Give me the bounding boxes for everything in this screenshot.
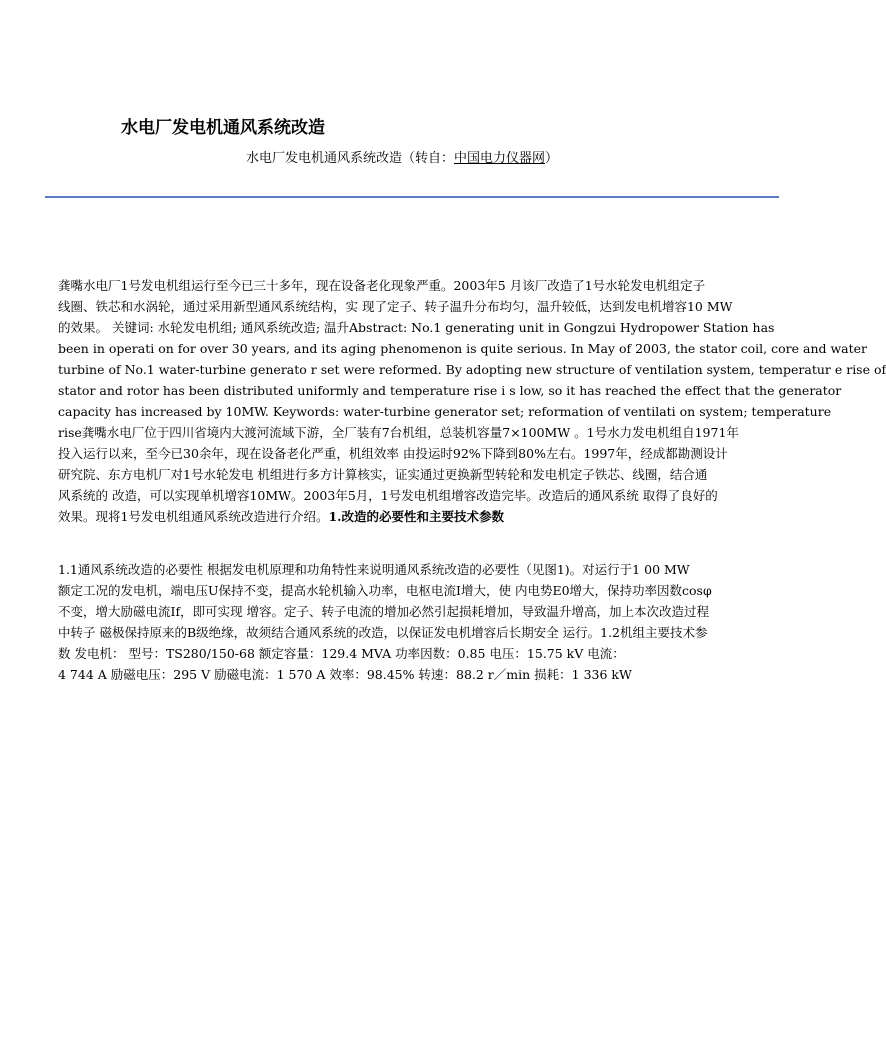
document-title: 水电厂发电机通风系统改造: [121, 118, 325, 138]
subtitle-suffix: ）: [545, 151, 559, 166]
paragraph-line: rise龚嘴水电厂位于四川省境内大渡河流域下游，全厂装有7台机组，总装机容量7×100MW 。1号水力发电机组自1971年: [58, 425, 739, 440]
paragraph-line: 额定工况的发电机，端电压U保持不变，提高水轮机输入功率，电枢电流I增大，使 内电势E0增大，保持功率因数cosφ: [58, 583, 712, 598]
paragraph-line: 风系统的 改造，可以实现单机增容10MW。2003年5月，1号发电机组增容改造完毕。改造后的通风系统 取得了良好的: [58, 488, 718, 503]
paragraph-section-1: [58, 559, 779, 685]
paragraph-tail: 效果。现将1号发电机组通风系统改造进行介绍。: [58, 509, 329, 524]
paragraph-line: 研究院、东方电机厂对1号水轮发电 机组进行多方计算核实，证实通过更换新型转轮和发电机定子铁芯、线圈，结合通: [58, 467, 708, 482]
paragraph-line: 1.1通风系统改造的必要性 根据发电机原理和功角特性来说明通风系统改造的必要性（见图1)。对运行于1 00 MW: [58, 562, 690, 577]
subtitle-text: 水电厂发电机通风系统改造（转自：: [246, 151, 455, 166]
paragraph-line: 线圈、铁芯和水涡轮，通过采用新型通风系统结构，实 现了定子、转子温升分布均匀，温升较低，达到发电机增容10 MW: [58, 299, 733, 314]
header-divider: [45, 196, 779, 198]
paragraph-line: 投入运行以来，至今已30余年，现在设备老化严重，机组效率 由投运时92%下降到80%左右。1997年，经成都勘测设计: [58, 446, 728, 461]
paragraph-line-last: [58, 506, 779, 527]
paragraph-line: 中转子 磁极保持原来的B级绝缘，故须结合通风系统的改造，以保证发电机增容后长期安全 运行。1.2机组主要技术参: [58, 625, 708, 640]
paragraph-line: turbine of No.1 water-turbine generato r set were reformed. By adopting new structure of ventilation system, temperatur e rise of: [58, 362, 886, 377]
source-link[interactable]: 中国电力仪器网: [454, 151, 546, 166]
paragraph-line: stator and rotor has been distributed uniformly and temperature rise i s low, so it has reached the effect that the generator: [58, 383, 842, 398]
document-subtitle: [246, 147, 558, 166]
section-heading: 1.改造的必要性和主要技术参数: [328, 509, 505, 524]
spec-line: 数 发电机： 型号：TS280/150-68 额定容量：129.4 MVA 功率因数：0.85 电压：15.75 kV 电流：: [58, 646, 625, 661]
paragraph-line: 不变，增大励磁电流If，即可实现 增容。定子、转子电流的增加必然引起损耗增加，导致温升增高，加上本次改造过程: [58, 604, 710, 619]
paragraph-line: 的效果。 关键词: 水轮发电机组; 通风系统改造; 温升Abstract: No.1 generating unit in Gongzui Hydropower Station has: [58, 320, 775, 335]
paragraph-line: been in operati on for over 30 years, and its aging phenomenon is quite serious. In May of 2003, the stator coil, core and water: [58, 341, 868, 356]
paragraph-line: 龚嘴水电厂1号发电机组运行至今已三十多年，现在设备老化现象严重。2003年5 月该厂改造了1号水轮发电机组定子: [58, 278, 706, 293]
paragraph-line: capacity has increased by 10MW. Keywords: water-turbine generator set; reformation of ventilati on system; temperature: [58, 404, 832, 419]
paragraph-abstract: [58, 275, 886, 527]
spec-line: 4 744 A 励磁电压：295 V 励磁电流：1 570 A 效率：98.45% 转速：88.2 r／min 损耗：1 336 kW: [58, 667, 632, 682]
